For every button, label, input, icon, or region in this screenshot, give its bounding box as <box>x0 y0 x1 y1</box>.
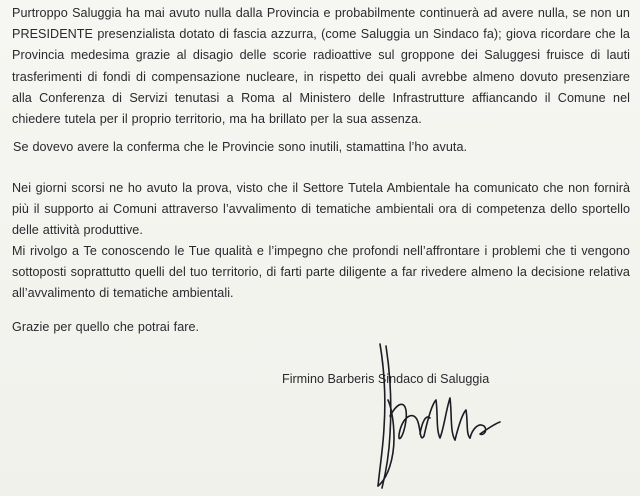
letter-paragraph-5: Grazie per quello che potrai fare. <box>12 320 200 334</box>
letter-paragraph-3: Nei giorni scorsi ne ho avuto la prova, visto che il Settore Tutela Ambientale ha comunicato che non fornirà più il supporto ai Comuni attraverso l’avvalimento di tematiche ambientali ora di competenza dello sportello delle attività produttive. <box>12 181 630 238</box>
letter-paragraph-2: Se dovevo avere la conferma che le Provincie sono inutili, stamattina l’ho avuta. <box>13 140 468 154</box>
letter-paragraph-4: Mi rivolgo a Te conoscendo le Tue qualità e l’impegno che profondi nell’affrontare i problemi che ti vengono sottoposti soprattutto quelli del tuo territorio, di farti parte diligente a far rivedere almeno la decisione relativa all’avvalimento di tematiche ambientali. <box>12 244 630 301</box>
handwritten-signature <box>360 338 510 496</box>
letter-paragraph-1: Purtroppo Saluggia ha mai avuto nulla dalla Provincia e probabilmente continuerà ad avere nulla, se non un PRESIDENTE presenzialista dotato di fascia azzurra, (come Saluggia un Sindaco fa); giova ricordare che la Provincia medesima grazie al disagio delle scorie radioattive sul groppone dei Saluggesi fruisce di lauti trasferimenti di fondi di compensazione nucleare, in rispetto dei quali avrebbe almeno dovuto presenziare alla Conferenza di Servizi tenutasi a Roma al Ministero delle Infrastrutture affiancando il Comune nel chiedere tutela per il proprio territorio, ma ha brillato per la sua assenza. <box>12 6 630 127</box>
signature-line: Firmino Barberis Sindaco di Saluggia <box>282 372 490 386</box>
